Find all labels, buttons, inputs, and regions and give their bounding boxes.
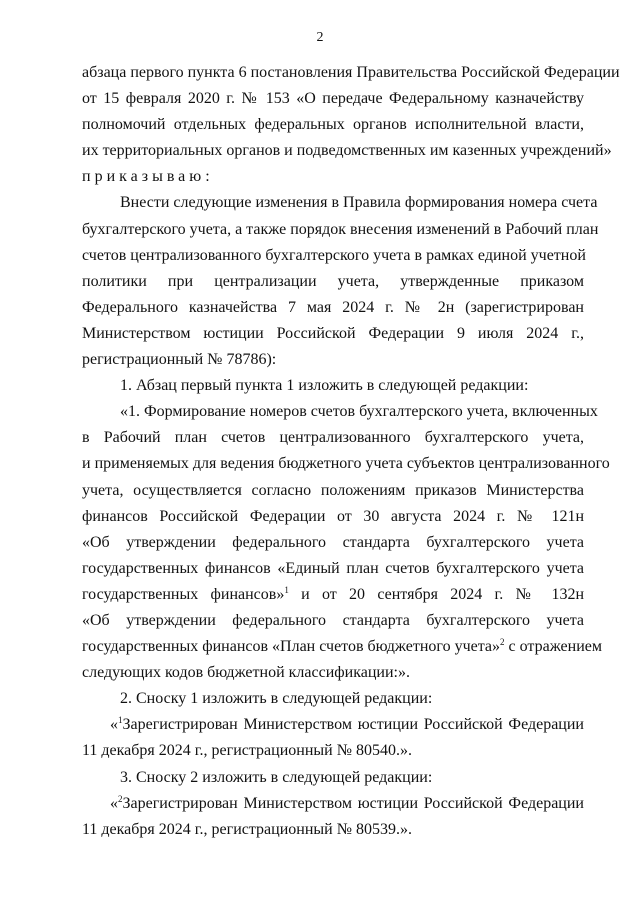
text-line: в Рабочий план счетов централизованного бухгалтерского учета, <box>82 429 584 447</box>
text-line: 3. Сноску 2 изложить в следующей редакции: <box>120 768 433 786</box>
text-fragment: и от 20 сентября 2024 г. № 132н <box>301 585 585 603</box>
text-line: их территориальных органов и подведомственных им казенных учреждений» <box>82 142 612 160</box>
text-line: политики при централизации учета, утвержденные приказом <box>82 272 584 290</box>
text-fragment: государственных финансов «План счетов бюджетного учета» <box>82 638 501 656</box>
text-line: 11 декабря 2024 г., регистрационный № 80539.». <box>82 820 412 838</box>
text-line: следующих кодов бюджетной классификации:». <box>82 664 410 682</box>
quote-open: « <box>110 794 118 812</box>
text-line: регистрационный № 78786): <box>82 351 277 369</box>
footnote-2-text: Зарегистрирован Министерством юстиции Российской Федерации <box>122 794 584 812</box>
text-line: «1. Формирование номеров счетов бухгалтерского учета, включенных <box>120 403 598 421</box>
text-line: Внести следующие изменения в Правила формирования номера счета <box>120 194 598 212</box>
text-line: Министерством юстиции Российской Федерации 9 июля 2024 г., <box>82 324 584 342</box>
text-line: 1. Абзац первый пункта 1 изложить в следующей редакции: <box>120 377 529 395</box>
page-number: 2 <box>316 30 324 45</box>
footnote-2-line <box>82 791 584 817</box>
footnote-1-text: Зарегистрирован Министерством юстиции Российской Федерации <box>122 716 584 734</box>
text-line: счетов централизованного бухгалтерского учета в рамках единой учетной <box>82 246 586 264</box>
text-line: и применяемых для ведения бюджетного учета субъектов централизованного <box>82 455 610 473</box>
text-line: «Об утверждении федерального стандарта бухгалтерского учета <box>82 533 584 551</box>
text-line-with-footnote-2 <box>82 634 603 660</box>
text-fragment: с отражением <box>508 638 603 656</box>
text-line: полномочий отдельных федеральных органов исполнительной власти, <box>82 116 584 134</box>
text-line: от 15 февраля 2020 г. № 153 «О передаче Федеральному казначейству <box>82 90 584 108</box>
document-body <box>82 60 620 843</box>
quote-open: « <box>110 716 118 734</box>
text-line: учета, осуществляется согласно положениям приказов Министерства <box>82 481 584 499</box>
text-line-with-footnote-1 <box>82 582 584 608</box>
text-fragment: государственных финансов» <box>82 585 285 603</box>
text-line: государственных финансов «Единый план счетов бухгалтерского учета <box>82 559 584 577</box>
text-line: абзаца первого пункта 6 постановления Правительства Российской Федерации <box>82 64 620 81</box>
text-line: Федерального казначейства 7 мая 2024 г. № 2н (зарегистрирован <box>82 298 584 316</box>
text-line: «Об утверждении федерального стандарта бухгалтерского учета <box>82 611 584 629</box>
text-line: бухгалтерского учета, а также порядок внесения изменений в Рабочий план <box>82 220 599 238</box>
footnote-mark-2: 2 <box>118 793 123 804</box>
footnote-1-line <box>82 712 584 738</box>
order-word: приказываю: <box>82 168 214 186</box>
text-line: 2. Сноску 1 изложить в следующей редакции: <box>120 690 433 708</box>
footnote-mark-1: 1 <box>284 584 289 595</box>
text-line: 11 декабря 2024 г., регистрационный № 80540.». <box>82 742 412 760</box>
text-line: финансов Российской Федерации от 30 августа 2024 г. № 121н <box>82 507 584 525</box>
footnote-mark-1: 1 <box>118 715 123 726</box>
footnote-mark-2: 2 <box>500 637 505 648</box>
